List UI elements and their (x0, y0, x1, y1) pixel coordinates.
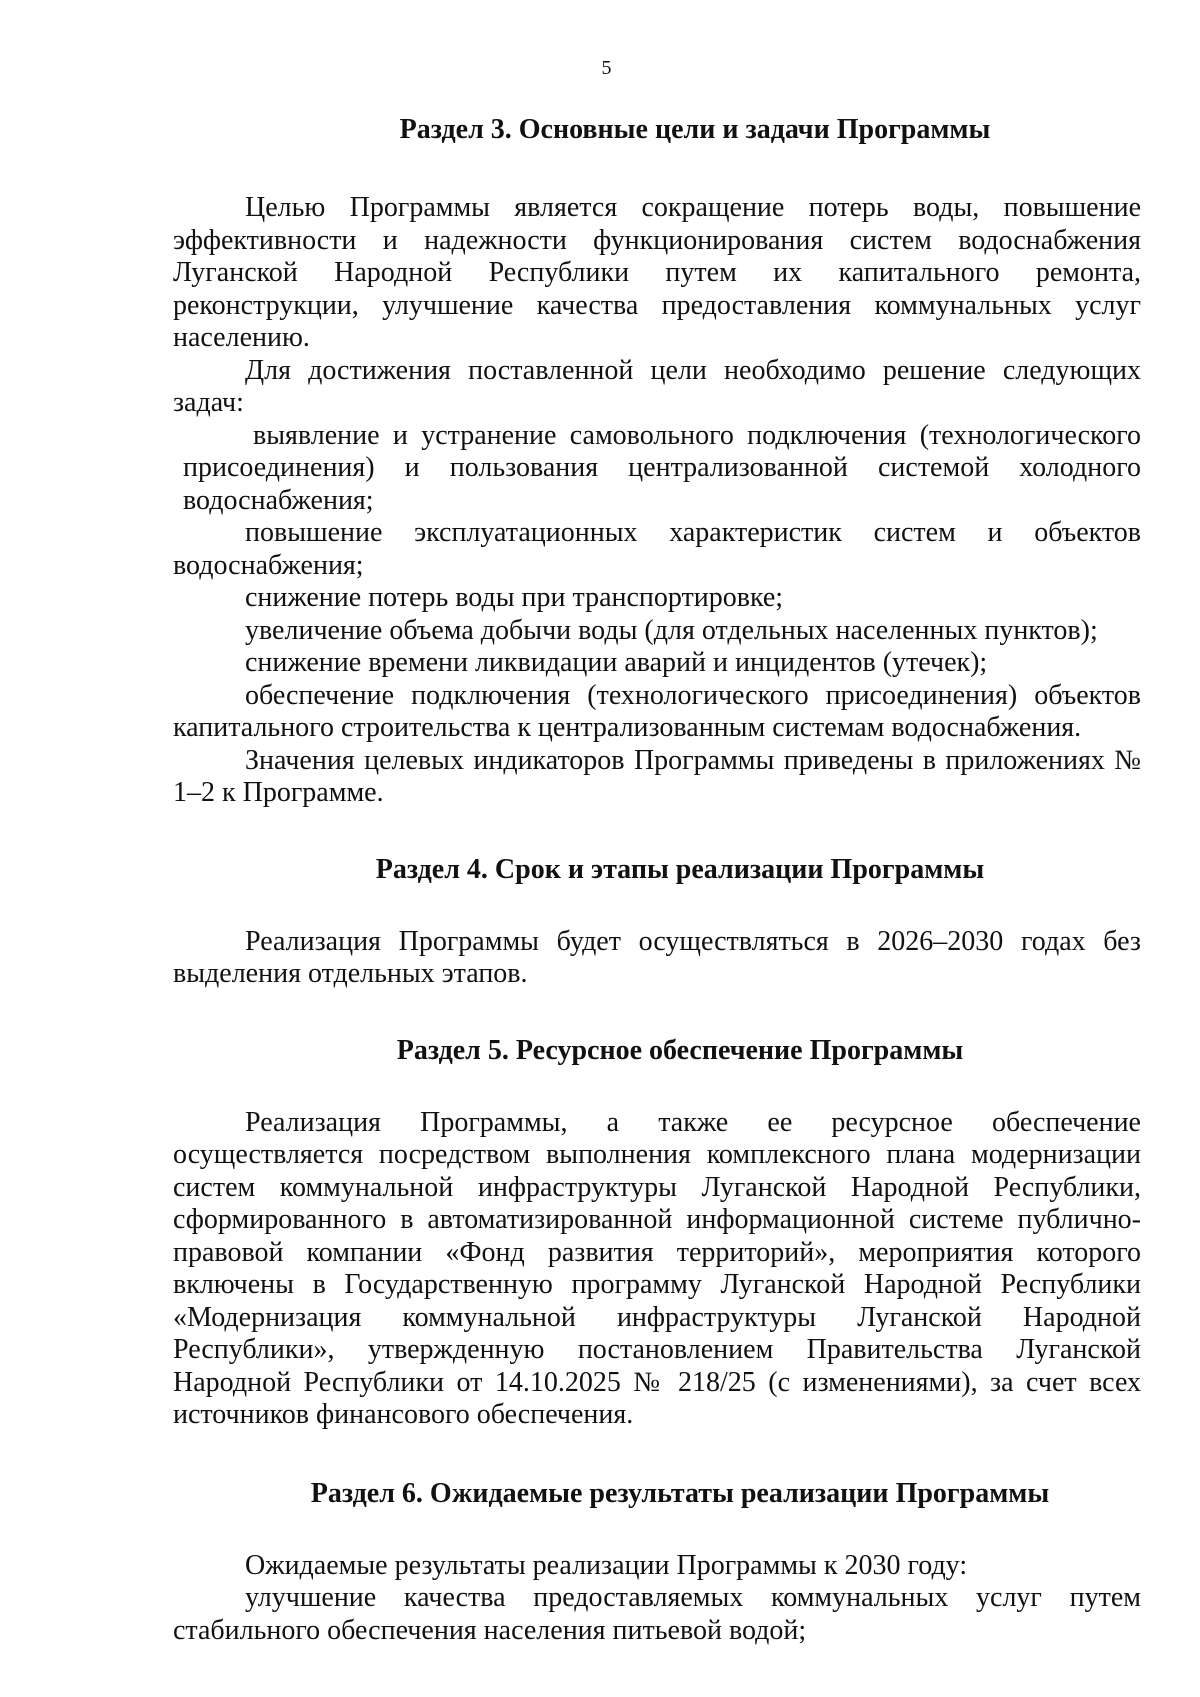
section-3-indicators-paragraph: Значения целевых индикаторов Программы приведены в приложениях № 1–2 к Программе. (173, 744, 1141, 808)
section-6-result-item: улучшение качества предоставляемых коммунальных услуг путем стабильного обеспечения населения питьевой водой; (173, 1582, 1141, 1646)
page-content (173, 114, 1141, 1647)
task-item: повышение эксплуатационных характеристик систем и объектов водоснабжения; (173, 517, 1141, 581)
task-item: выявление и устранение самовольного подключения (технологического присоединения) и пользования централизованной системой холодного водоснабжения; (183, 419, 1141, 516)
task-item: увеличение объема добычи воды (для отдельных населенных пунктов); (245, 614, 1098, 646)
section-3-title: Раздел 3. Основные цели и задачи Программы (399, 114, 991, 145)
task-item: снижение потерь воды при транспортировке; (245, 582, 784, 613)
section-5-paragraph: Реализация Программы, а также ее ресурсное обеспечение осуществляется посредством выполнения комплексного плана модернизации систем коммунальной инфраструктуры Луганской Народной Республики, сформированного в автоматизированной информационной системе публично-правовой компании «Фонд развития территорий», мероприятия которого включены в Государственную программу Луганской Народной Республики «Модернизация коммунальной инфраструктуры Луганской Народной Республики», утвержденную постановлением Правительства Луганской Народной Республики от 14.10.2025 № 218/25 (с изменениями), за счет всех источников финансового обеспечения. (173, 1106, 1141, 1430)
section-5-title: Раздел 5. Ресурсное обеспечение Программы (396, 1034, 964, 1066)
section-3-task-list (173, 420, 1141, 745)
task-item: снижение времени ликвидации аварий и инцидентов (утечек); (245, 647, 988, 678)
section-6-title: Раздел 6. Ожидаемые результаты реализации Программы (310, 1477, 1050, 1509)
task-item: обеспечение подключения (технологического присоединения) объектов капитального строительства к централизованным системам водоснабжения. (173, 679, 1141, 743)
section-4-title: Раздел 4. Срок и этапы реализации Программы (375, 853, 985, 885)
section-4-paragraph: Реализация Программы будет осуществляться в 2026–2030 годах без выделения отдельных этапов. (173, 925, 1141, 989)
section-6-intro: Ожидаемые результаты реализации Программы к 2030 году: (245, 1549, 968, 1581)
section-3-goal-paragraph: Целью Программы является сокращение потерь воды, повышение эффективности и надежности функционирования систем водоснабжения Луганской Народной Республики путем их капитального ремонта, реконструкции, улучшение качества предоставления коммунальных услуг населению. (173, 192, 1141, 353)
page-number: 5 (601, 57, 612, 79)
section-3-tasks-intro: Для достижения поставленной цели необходимо решение следующих задач: (173, 354, 1141, 418)
